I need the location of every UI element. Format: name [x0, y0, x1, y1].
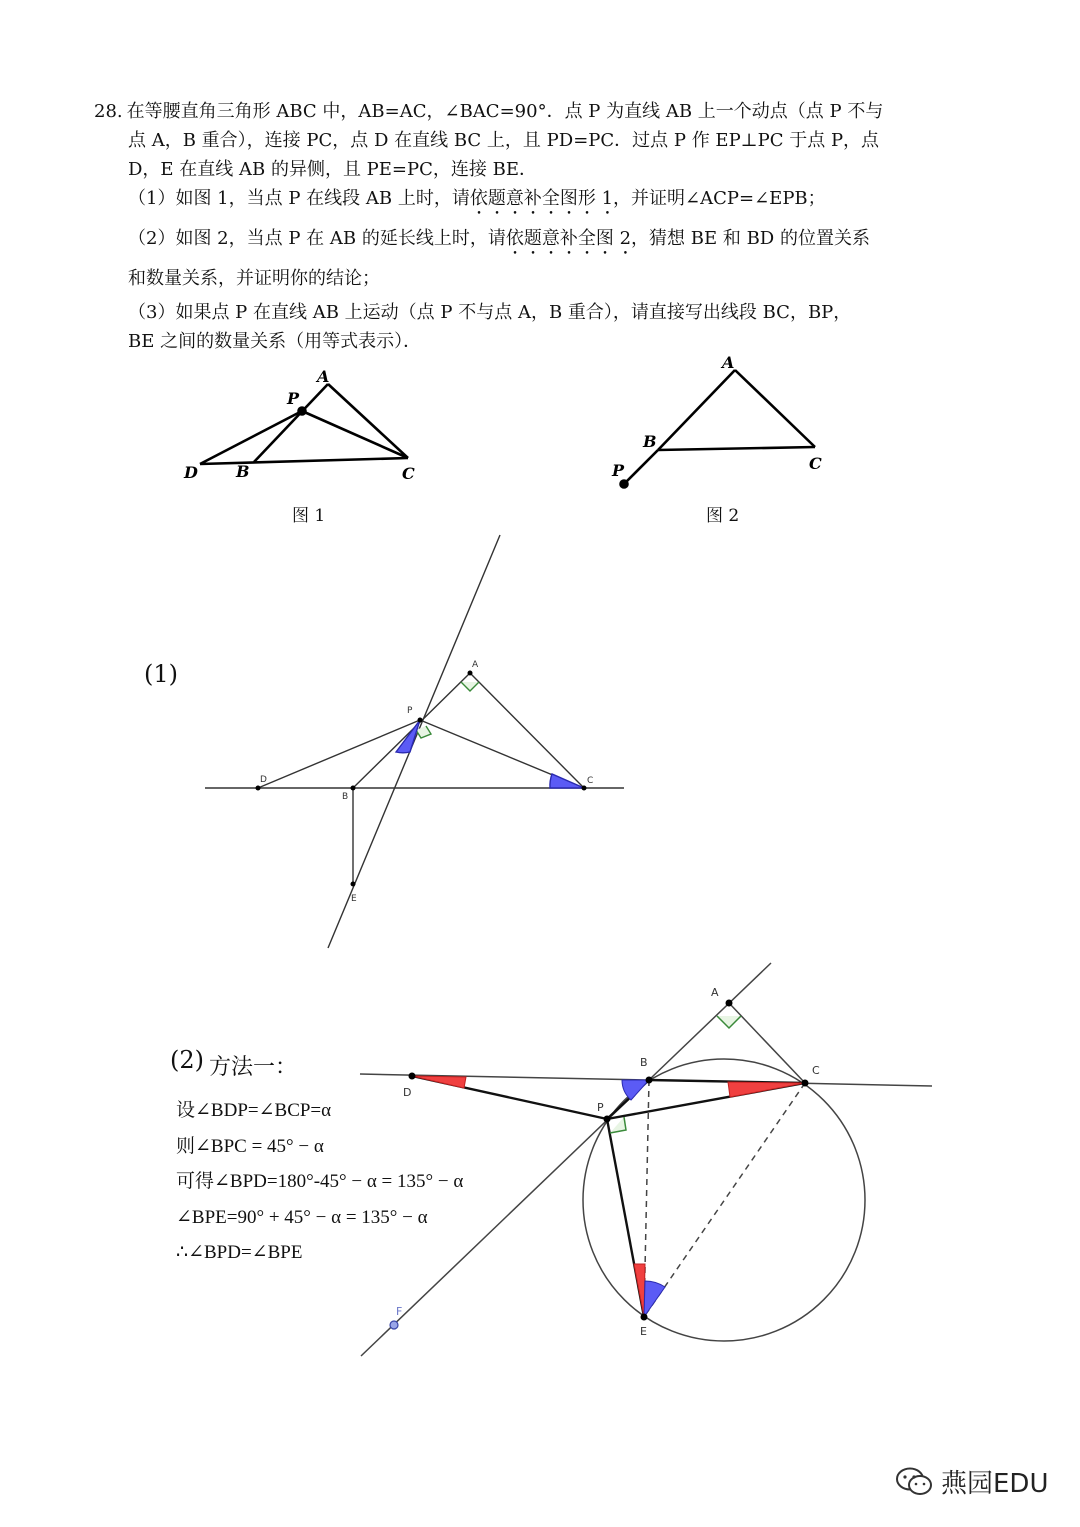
fig1-line-DC [200, 458, 408, 464]
question-2: （2）如图 2，当点 P 在 AB 的延长线上时，请依题意补全图 2，猜想 BE 和 BD 的位置关系 [128, 228, 870, 249]
part2-label-D: D [403, 1086, 412, 1099]
question-3-line-2: BE 之间的数量关系（用等式表示）． [128, 331, 422, 352]
part2-label-C: C [812, 1064, 820, 1077]
fig2-label-C: C [809, 454, 822, 473]
part2-label-F: F [396, 1305, 403, 1318]
part2-point-E [641, 1314, 648, 1321]
part1-label-C: C [587, 776, 594, 786]
part1-point-B [351, 786, 356, 791]
fig1-line-DP [200, 411, 302, 464]
part1-point-A [468, 671, 473, 676]
part2-point-D [409, 1073, 416, 1080]
part2-point-P [604, 1116, 611, 1123]
problem-line-2: 点 A，B 重合），连接 PC，点 D 在直线 BC 上，且 PD=PC．过点 P 作 EP⊥PC 于点 P，点 [128, 130, 880, 151]
fig2-point-P [621, 481, 628, 488]
part2-angle-BEC [644, 1281, 665, 1317]
problem-number: 28. [94, 101, 123, 122]
wechat-icon [895, 1466, 933, 1498]
fig2-line-AB [658, 370, 735, 450]
part1-angle-ACP [550, 774, 584, 788]
fig1-label-P: P [287, 389, 300, 408]
part1-point-D [256, 786, 261, 791]
fig2-label-A: A [722, 353, 735, 372]
part-2-label: (2) [170, 1046, 204, 1074]
question-3-line-1: （3）如果点 P 在直线 AB 上运动（点 P 不与点 A，B 重合），请直接写出线段 BC，BP， [128, 302, 852, 323]
fig2-label-B: B [643, 432, 657, 451]
part2-angle-BCP [728, 1082, 805, 1097]
fig1-label-A: A [317, 367, 330, 386]
fig1-point-P [299, 408, 306, 415]
watermark [895, 1463, 1048, 1500]
fig1-label-C: C [402, 464, 415, 483]
method-step-1: 设∠BDP=∠BCP=α [176, 1100, 332, 1121]
part1-label-A: A [472, 660, 479, 670]
fig2-line-BC [658, 447, 815, 450]
part2-angle-PBA [622, 1080, 649, 1100]
fig1-line-PC [302, 411, 408, 458]
part1-label-D: D [260, 775, 267, 785]
fig1-line-AC [328, 384, 408, 458]
part1-figure [205, 535, 624, 948]
part-1-label: (1) [144, 660, 178, 688]
part1-point-E [351, 882, 356, 887]
part2-line-AC [729, 1003, 805, 1083]
part2-dashed-CE [644, 1083, 805, 1317]
problem-line-1: 28. 在等腰直角三角形 ABC 中，AB=AC，∠BAC=90°．点 P 为直线 AB 上一个动点（点 P 不与 [94, 101, 884, 122]
part1-line-AC [470, 673, 584, 788]
method-step-2: 则∠BPC = 45° − α [176, 1135, 324, 1157]
problem-line-3: D，E 在直线 AB 的异侧，且 PE=PC，连接 BE． [128, 159, 537, 180]
figure-1-caption: 图 1 [292, 506, 326, 526]
figure-1 [200, 384, 408, 464]
part2-point-C [802, 1080, 809, 1087]
method-title: 方法一： [209, 1055, 298, 1080]
fig1-label-B: B [236, 462, 250, 481]
figure-2-caption: 图 2 [706, 506, 740, 526]
part2-right-angle-A [717, 1016, 741, 1028]
part1-label-P: P [407, 706, 413, 716]
part2-label-P: P [597, 1101, 604, 1114]
fig2-label-P: P [612, 461, 625, 480]
watermark-text: 燕园EDU [941, 1469, 1049, 1499]
part2-point-A [726, 1000, 733, 1007]
part1-point-P [418, 718, 423, 723]
method-steps [176, 1093, 463, 1271]
part1-line-DP [258, 720, 420, 788]
fig2-line-BP [624, 450, 658, 484]
question-2-line-2: 和数量关系，并证明你的结论； [128, 268, 380, 289]
part2-angle-BDP [412, 1076, 466, 1088]
fig1-label-D: D [184, 463, 198, 482]
part1-right-angle-A [461, 682, 479, 691]
part2-label-E: E [640, 1325, 647, 1338]
method-step-5: ∴∠BPD=∠BPE [176, 1242, 303, 1263]
part2-label-B: B [640, 1056, 648, 1069]
part1-label-E: E [351, 894, 357, 904]
question-1: （1）如图 1，当点 P 在线段 AB 上时，请依题意补全图形 1，并证明∠ACP=∠EPB； [128, 188, 826, 209]
method-step-4: ∠BPE=90° + 45° − α = 135° − α [176, 1206, 428, 1228]
part2-point-B [646, 1077, 653, 1084]
fig2-line-AC [735, 370, 815, 447]
method-step-3: 可得∠BPD=180°-45° − α = 135° − α [176, 1171, 464, 1192]
figure-2 [621, 370, 816, 488]
part2-point-F [390, 1321, 398, 1329]
part2-label-A: A [711, 986, 719, 999]
part1-label-B: B [342, 792, 349, 802]
part1-point-C [582, 786, 587, 791]
part2-right-angle-P [610, 1117, 626, 1133]
